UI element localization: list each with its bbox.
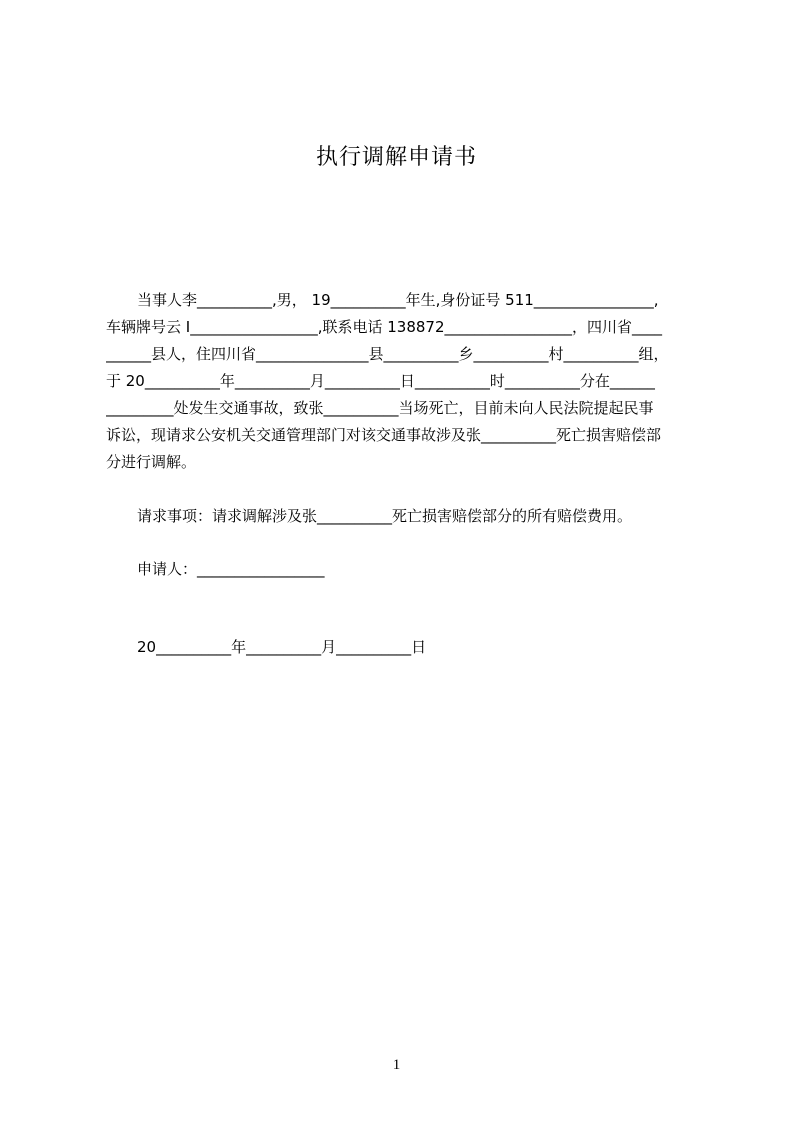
body-line-4: 于 20__________年__________月__________日__________时__________分在______ — [106, 372, 655, 390]
request-items: 请求事项：请求调解涉及张__________死亡损害赔偿部分的所有赔偿费用。 — [137, 507, 633, 525]
body-line-2: 车辆牌号云 I_________________,联系电话 138872_________________，四川省____ — [106, 318, 662, 336]
applicant-signature-line: 申请人：_________________ — [137, 560, 325, 578]
body-line-1: 当事人李__________,男， 19__________年生,身份证号 511________________, — [137, 291, 659, 309]
date-line: 20__________年__________月__________日 — [137, 638, 427, 656]
body-line-5: _________处发生交通事故，致张__________当场死亡，目前未向人民法院提起民事 — [106, 399, 654, 417]
body-line-7: 分进行调解。 — [106, 453, 197, 471]
body-line-3: ______县人，住四川省_______________县__________乡__________村__________组， — [106, 345, 669, 363]
page-number: 1 — [392, 1057, 401, 1073]
body-line-6: 诉讼，现请求公安机关交通管理部门对该交通事故涉及张__________死亡损害赔偿部 — [106, 426, 662, 444]
document-title: 执行调解申请书 — [315, 145, 477, 170]
